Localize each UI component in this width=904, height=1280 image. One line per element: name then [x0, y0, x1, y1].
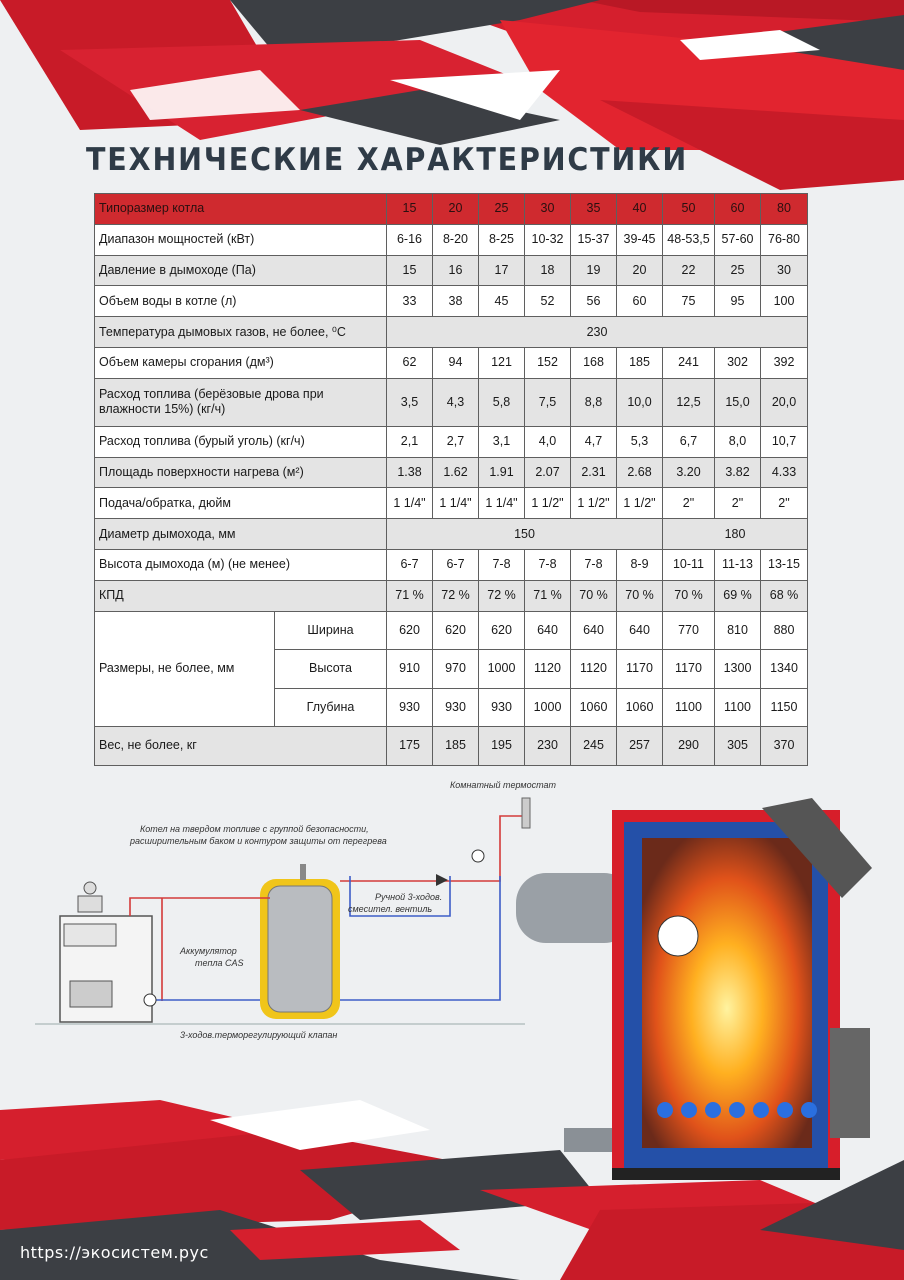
table-cell: 930	[387, 688, 433, 727]
table-cell: Размеры, не более, мм	[95, 611, 275, 727]
table-cell: Температура дымовых газов, не более, ⁰С	[95, 317, 387, 348]
table-cell: 1.38	[387, 457, 433, 488]
table-row	[95, 519, 808, 550]
table-cell: 370	[761, 727, 808, 766]
table-cell: 640	[617, 611, 663, 650]
table-cell: 620	[387, 611, 433, 650]
table-cell: 8-9	[617, 549, 663, 580]
table-cell: 94	[433, 347, 479, 378]
table-cell: 1.91	[479, 457, 525, 488]
table-cell: 10,7	[761, 426, 808, 457]
table-row	[95, 580, 808, 611]
table-cell: 45	[479, 286, 525, 317]
table-cell: 15	[387, 255, 433, 286]
table-cell: 640	[525, 611, 571, 650]
website-url[interactable]: https://экосистем.рус	[20, 1243, 209, 1262]
table-cell: 15	[387, 194, 433, 225]
table-cell: 39-45	[617, 224, 663, 255]
table-cell: 56	[571, 286, 617, 317]
table-cell: 6-7	[433, 549, 479, 580]
table-row	[95, 457, 808, 488]
table-cell: 2,7	[433, 426, 479, 457]
table-cell: Вес, не более, кг	[95, 727, 387, 766]
table-cell: 1000	[479, 650, 525, 689]
table-cell: 2.68	[617, 457, 663, 488]
table-cell: 620	[479, 611, 525, 650]
table-cell: 1 1/2"	[617, 488, 663, 519]
table-cell: 1.62	[433, 457, 479, 488]
table-cell: 33	[387, 286, 433, 317]
table-cell: 68 %	[761, 580, 808, 611]
table-cell: 970	[433, 650, 479, 689]
table-cell: 1060	[571, 688, 617, 727]
table-cell: Объем камеры сгорания (дм³)	[95, 347, 387, 378]
thermostat-label: Комнатный термостат	[450, 780, 556, 790]
table-cell: 100	[761, 286, 808, 317]
table-cell: 302	[715, 347, 761, 378]
table-cell: 195	[479, 727, 525, 766]
table-cell: 1060	[617, 688, 663, 727]
table-cell: Диаметр дымохода, мм	[95, 519, 387, 550]
table-cell: 71 %	[525, 580, 571, 611]
table-cell: 72 %	[479, 580, 525, 611]
pump-icon	[144, 994, 156, 1006]
table-cell: 30	[761, 255, 808, 286]
table-cell: 305	[715, 727, 761, 766]
table-cell: 20	[433, 194, 479, 225]
table-cell: 76-80	[761, 224, 808, 255]
table-cell: 75	[663, 286, 715, 317]
table-cell: 22	[663, 255, 715, 286]
table-cell: 3,1	[479, 426, 525, 457]
table-cell: 185	[617, 347, 663, 378]
table-cell: 19	[571, 255, 617, 286]
ash-door	[830, 1028, 870, 1138]
table-cell: 180	[663, 519, 808, 550]
table-cell: 185	[433, 727, 479, 766]
table-cell: 152	[525, 347, 571, 378]
table-cell: 20	[617, 255, 663, 286]
table-cell: 8-25	[479, 224, 525, 255]
table-cell: 1 1/2"	[525, 488, 571, 519]
table-cell: Глубина	[275, 688, 387, 727]
table-cell: 35	[571, 194, 617, 225]
table-cell: 880	[761, 611, 808, 650]
table-cell: 48-53,5	[663, 224, 715, 255]
table-cell: 1 1/4"	[479, 488, 525, 519]
table-cell: 16	[433, 255, 479, 286]
table-cell: 770	[663, 611, 715, 650]
table-cell: 38	[433, 286, 479, 317]
table-cell: 8-20	[433, 224, 479, 255]
table-row	[95, 255, 808, 286]
table-cell: 290	[663, 727, 715, 766]
table-cell: 230	[387, 317, 808, 348]
table-cell: 2,1	[387, 426, 433, 457]
table-cell: Давление в дымоходе (Па)	[95, 255, 387, 286]
table-cell: 10-11	[663, 549, 715, 580]
table-row	[95, 488, 808, 519]
table-cell: 4,0	[525, 426, 571, 457]
table-row	[95, 286, 808, 317]
table-cell: 1340	[761, 650, 808, 689]
table-cell: 241	[663, 347, 715, 378]
heating-system-diagram	[30, 776, 556, 1046]
table-cell: 60	[715, 194, 761, 225]
table-cell: 1 1/4"	[433, 488, 479, 519]
valve-icon	[436, 874, 448, 886]
table-cell: 1100	[663, 688, 715, 727]
table-row	[95, 549, 808, 580]
table-cell: 6-16	[387, 224, 433, 255]
table-cell: 20,0	[761, 378, 808, 426]
table-cell: 910	[387, 650, 433, 689]
table-cell: 52	[525, 286, 571, 317]
table-cell: 2"	[761, 488, 808, 519]
spec-table	[94, 193, 808, 766]
table-cell: 62	[387, 347, 433, 378]
table-cell: Диапазон мощностей (кВт)	[95, 224, 387, 255]
table-cell: 1170	[617, 650, 663, 689]
table-cell: 4,7	[571, 426, 617, 457]
table-cell: 25	[715, 255, 761, 286]
table-cell: 392	[761, 347, 808, 378]
table-cell: 1100	[715, 688, 761, 727]
table-cell: 3,5	[387, 378, 433, 426]
table-cell: 40	[617, 194, 663, 225]
table-cell: 7-8	[571, 549, 617, 580]
table-cell: 640	[571, 611, 617, 650]
accumulator-label-line1: Аккумулятор	[180, 946, 237, 956]
table-cell: Подача/обратка, дюйм	[95, 488, 387, 519]
table-cell: 8,8	[571, 378, 617, 426]
table-cell: Площадь поверхности нагрева (м²)	[95, 457, 387, 488]
table-cell: 2"	[663, 488, 715, 519]
table-cell: Расход топлива (бурый уголь) (кг/ч)	[95, 426, 387, 457]
table-cell: 1 1/2"	[571, 488, 617, 519]
table-cell: Высота дымохода (м) (не менее)	[95, 549, 387, 580]
table-row	[95, 347, 808, 378]
table-cell: 175	[387, 727, 433, 766]
valve-label-line2: смесител. вентиль	[348, 904, 433, 914]
table-cell: 1120	[571, 650, 617, 689]
table-cell: 15-37	[571, 224, 617, 255]
accumulator-label-line2: тепла CAS	[195, 958, 244, 968]
valve-label-line1: Ручной 3-ходов.	[375, 892, 443, 902]
table-cell: 3.82	[715, 457, 761, 488]
table-cell: Типоразмер котла	[95, 194, 387, 225]
table-cell: 72 %	[433, 580, 479, 611]
table-cell: 1170	[663, 650, 715, 689]
boiler-label-line1: Котел на твердом топливе с группой безопасности,	[140, 824, 369, 834]
flame-area	[642, 838, 812, 1148]
table-cell: 6-7	[387, 549, 433, 580]
table-row	[95, 426, 808, 457]
table-cell: 1300	[715, 650, 761, 689]
table-cell: 5,3	[617, 426, 663, 457]
table-cell: 121	[479, 347, 525, 378]
table-cell: 13-15	[761, 549, 808, 580]
table-row	[95, 611, 808, 650]
table-cell: 620	[433, 611, 479, 650]
table-cell: 69 %	[715, 580, 761, 611]
table-cell: 5,8	[479, 378, 525, 426]
table-cell: 71 %	[387, 580, 433, 611]
table-cell: 10-32	[525, 224, 571, 255]
table-cell: Ширина	[275, 611, 387, 650]
table-row	[95, 224, 808, 255]
table-cell: 4.33	[761, 457, 808, 488]
table-cell: 1150	[761, 688, 808, 727]
table-cell: 2.07	[525, 457, 571, 488]
table-cell: 150	[387, 519, 663, 550]
table-cell: 18	[525, 255, 571, 286]
table-cell: 168	[571, 347, 617, 378]
table-cell: 930	[479, 688, 525, 727]
table-cell: 7-8	[479, 549, 525, 580]
table-cell: 95	[715, 286, 761, 317]
table-cell: 1120	[525, 650, 571, 689]
table-row	[95, 378, 808, 426]
table-cell: 11-13	[715, 549, 761, 580]
boiler-label-line2: расширительным баком и контуром защиты от перегрева	[130, 836, 387, 846]
table-cell: 8,0	[715, 426, 761, 457]
thermo-valve-label: 3-ходов.терморегулирующий клапан	[180, 1030, 338, 1040]
page-title: ТЕХНИЧЕСКИЕ ХАРАКТЕРИСТИКИ	[86, 142, 689, 178]
table-cell: 4,3	[433, 378, 479, 426]
table-cell: 930	[433, 688, 479, 727]
table-cell: 1000	[525, 688, 571, 727]
table-cell: 30	[525, 194, 571, 225]
table-cell: 50	[663, 194, 715, 225]
table-cell: 25	[479, 194, 525, 225]
table-cell: 257	[617, 727, 663, 766]
table-cell: Расход топлива (берёзовые дрова при влажности 15%) (кг/ч)	[95, 378, 387, 426]
table-cell: Объем воды в котле (л)	[95, 286, 387, 317]
table-cell: 2.31	[571, 457, 617, 488]
table-cell: 80	[761, 194, 808, 225]
table-cell: Высота	[275, 650, 387, 689]
table-cell: 70 %	[571, 580, 617, 611]
table-cell: 60	[617, 286, 663, 317]
table-cell: 7,5	[525, 378, 571, 426]
table-cell: 810	[715, 611, 761, 650]
table-cell: 2"	[715, 488, 761, 519]
table-cell: 1 1/4"	[387, 488, 433, 519]
table-cell: 6,7	[663, 426, 715, 457]
table-cell: 17	[479, 255, 525, 286]
table-header-row	[95, 194, 808, 225]
table-cell: 3.20	[663, 457, 715, 488]
table-row	[95, 727, 808, 766]
boiler-cutaway-illustration	[512, 788, 894, 1188]
table-cell: КПД	[95, 580, 387, 611]
table-cell: 230	[525, 727, 571, 766]
pump-icon	[472, 850, 484, 862]
table-cell: 57-60	[715, 224, 761, 255]
table-row	[95, 317, 808, 348]
table-cell: 7-8	[525, 549, 571, 580]
table-cell: 70 %	[617, 580, 663, 611]
table-cell: 70 %	[663, 580, 715, 611]
table-cell: 12,5	[663, 378, 715, 426]
table-cell: 15,0	[715, 378, 761, 426]
table-cell: 245	[571, 727, 617, 766]
table-cell: 10,0	[617, 378, 663, 426]
